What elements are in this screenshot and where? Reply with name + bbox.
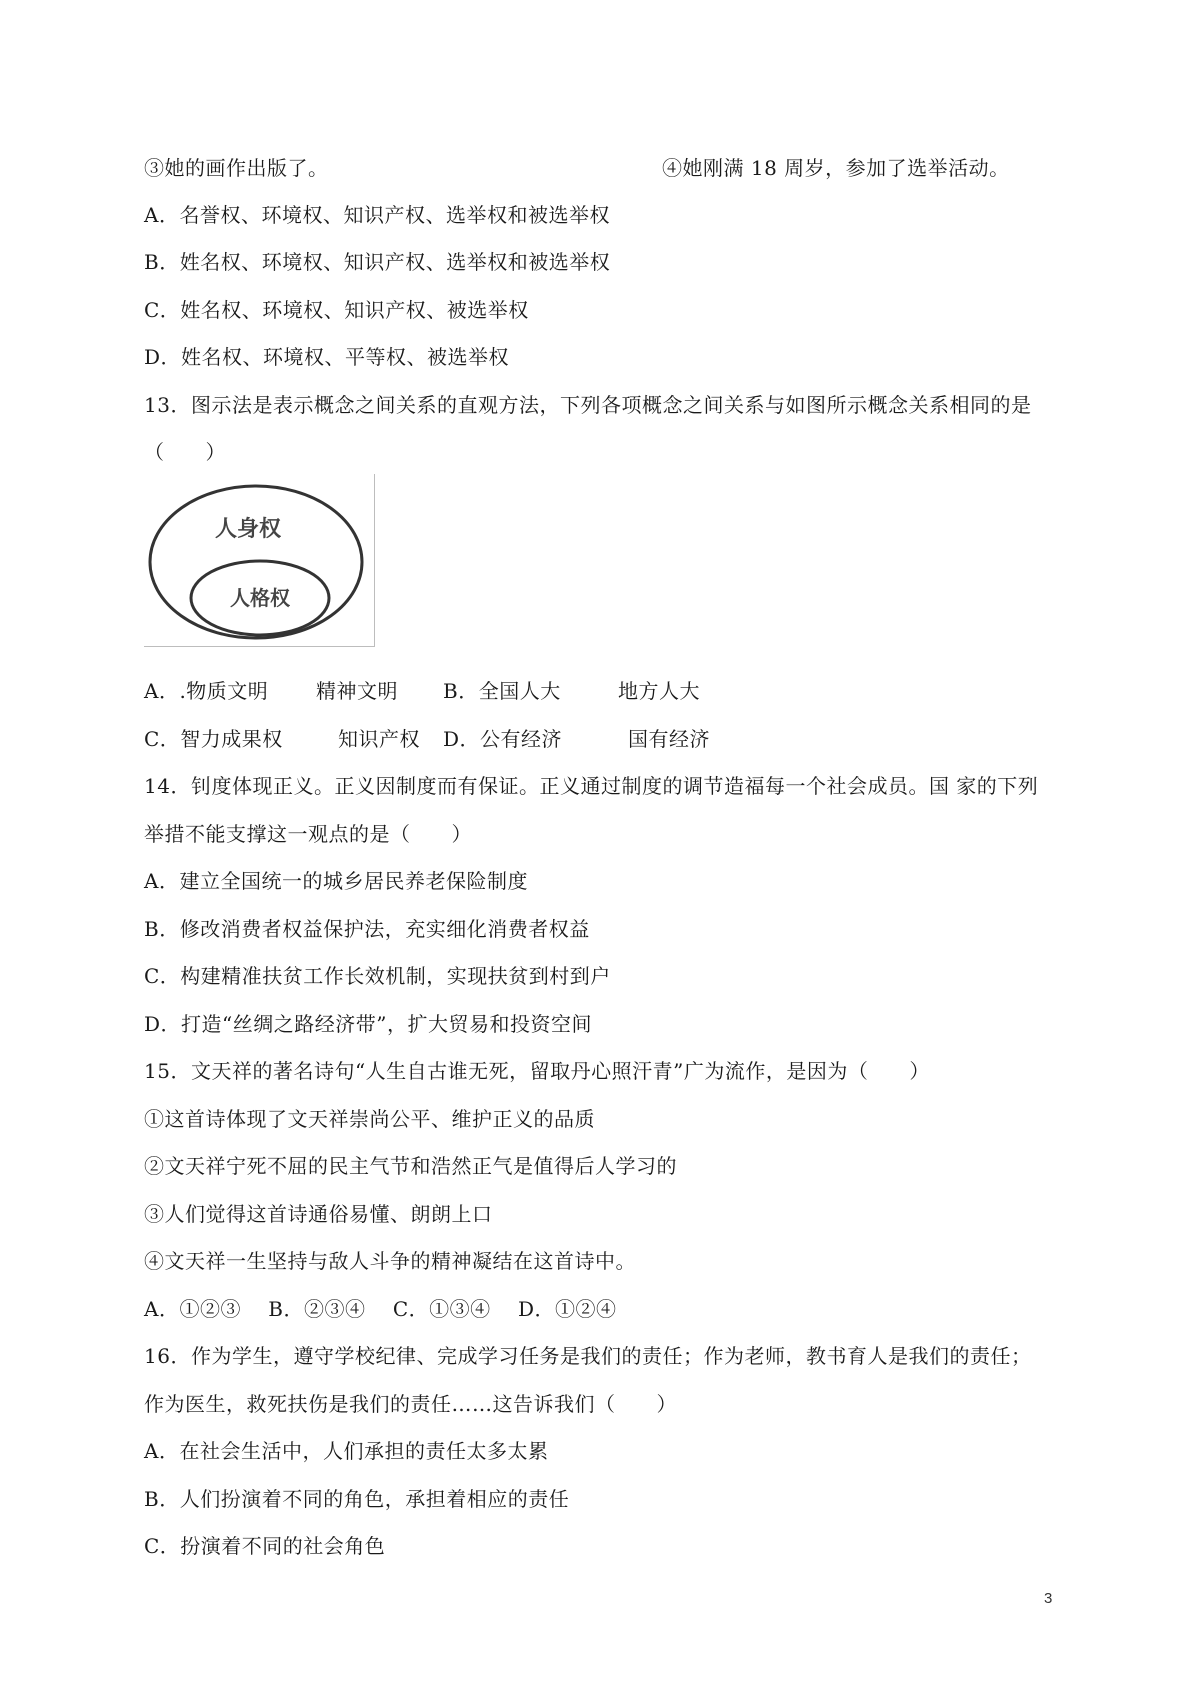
q13-venn-diagram bbox=[144, 474, 375, 647]
q12-option-c: C．姓名权、环境权、知识产权、被选举权 bbox=[144, 298, 529, 322]
page-number: 3 bbox=[1044, 1590, 1053, 1607]
q13-option-d-2: 国有经济 bbox=[628, 727, 710, 751]
outer-label: 人身权 bbox=[214, 517, 282, 542]
q14-stem-line-2: 举措不能支撑这一观点的是（ ） bbox=[144, 822, 472, 846]
q14-option-d: D．打造“丝绸之路经济带”，扩大贸易和投资空间 bbox=[144, 1012, 592, 1036]
q13-option-a-1: A．.物质文明 bbox=[144, 679, 269, 703]
q15-item-2: ②文天祥宁死不屈的民主气节和浩然正气是值得后人学习的 bbox=[144, 1154, 677, 1178]
q15-stem: 15．文天祥的著名诗句“人生自古谁无死，留取丹心照汗青”广为流作，是因为（ ） bbox=[144, 1059, 930, 1083]
q13-option-c-2: 知识产权 bbox=[338, 727, 420, 751]
q14-stem-line-1: 14．钊度体现正义。正义因制度而有保证。正义通过制度的调节造福每一个社会成员。国 家的下列 bbox=[144, 774, 1039, 798]
q16-stem-line-2: 作为医生，救死扶伤是我们的责任……这告诉我们（ ） bbox=[144, 1392, 677, 1416]
q14-option-b: B．修改消费者权益保护法，充实细化消费者权益 bbox=[144, 917, 590, 941]
q13-option-a-2: 精神文明 bbox=[316, 679, 398, 703]
q14-option-a: A．建立全国统一的城乡居民养老保险制度 bbox=[144, 869, 528, 893]
q12-item-3: ③她的画作出版了。 bbox=[144, 156, 329, 180]
q12-option-a: A．名誉权、环境权、知识产权、选举权和被选举权 bbox=[144, 203, 610, 227]
q13-option-b-2: 地方人大 bbox=[618, 679, 700, 703]
q13-stem-line-2: （ ） bbox=[144, 440, 226, 464]
q15-item-1: ①这首诗体现了文天祥崇尚公平、维护正义的品质 bbox=[144, 1107, 595, 1131]
q12-option-d: D．姓名权、环境权、平等权、被选举权 bbox=[144, 345, 510, 369]
q15-item-4: ④文天祥一生坚持与敌人斗争的精神凝结在这首诗中。 bbox=[144, 1249, 636, 1273]
q16-option-a: A．在社会生活中，人们承担的责任太多太累 bbox=[144, 1439, 549, 1463]
q12-option-b: B．姓名权、环境权、知识产权、选举权和被选举权 bbox=[144, 250, 611, 274]
q14-option-c: C．构建精准扶贫工作长效机制，实现扶贫到村到户 bbox=[144, 964, 611, 988]
q12-item-4: ④她刚满 18 周岁，参加了选举活动。 bbox=[662, 156, 1010, 180]
q13-option-b-1: B．全国人大 bbox=[443, 679, 561, 703]
q13-option-c-1: C．智力成果权 bbox=[144, 727, 283, 751]
q15-options: A．①②③ B．②③④ C．①③④ D．①②④ bbox=[144, 1297, 617, 1321]
q16-option-b: B．人们扮演着不同的角色，承担着相应的责任 bbox=[144, 1487, 570, 1511]
q13-stem-line-1: 13．图示法是表示概念之间关系的直观方法，下列各项概念之间关系与如图所示概念关系相同的是 bbox=[144, 393, 1032, 417]
q16-option-c: C．扮演着不同的社会角色 bbox=[144, 1534, 386, 1558]
q15-item-3: ③人们觉得这首诗通俗易懂、朗朗上口 bbox=[144, 1202, 493, 1226]
inner-label: 人格权 bbox=[230, 586, 290, 610]
q13-option-d-1: D．公有经济 bbox=[443, 727, 563, 751]
q16-stem-line-1: 16．作为学生，遵守学校纪律、完成学习任务是我们的责任；作为老师，教书育人是我们的责任； bbox=[144, 1344, 1032, 1368]
